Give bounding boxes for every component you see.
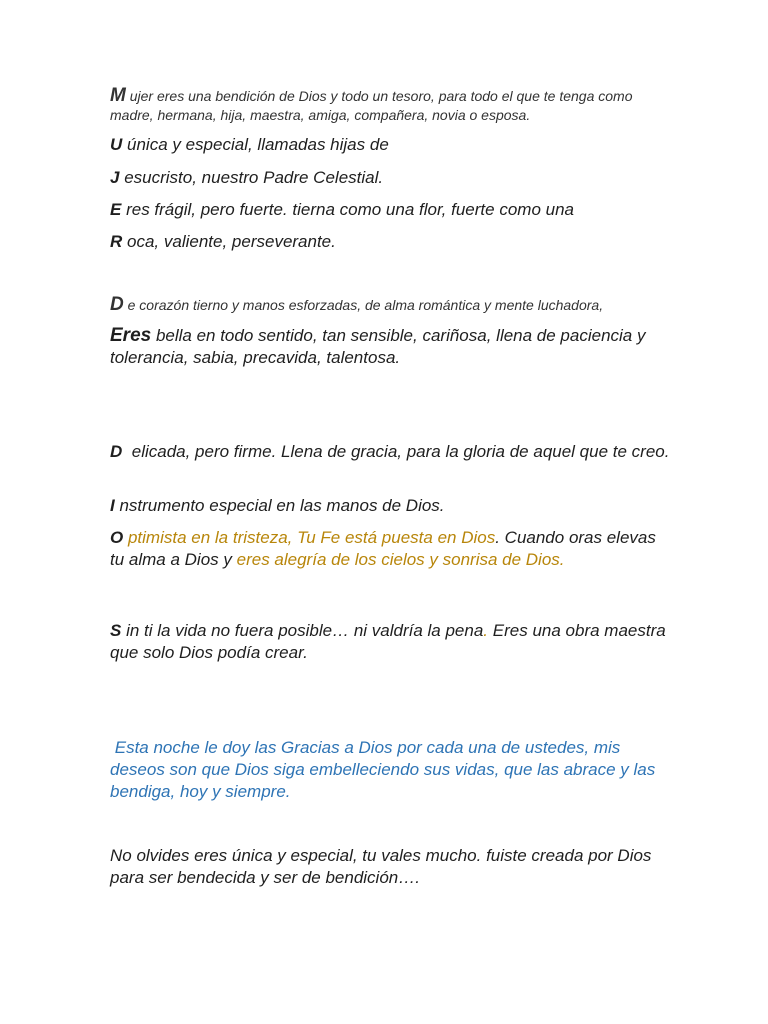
paragraph-instrumento (110, 495, 670, 517)
paragraph-unica (110, 134, 670, 156)
closing-text: No olvides eres única y especial, tu vales mucho. fuiste creada por Dios para ser bendecida y ser de bendición…. (110, 846, 652, 887)
initial-letter-d: D (110, 294, 124, 315)
initial-letter-s: S (110, 621, 122, 640)
paragraph-delicada (110, 441, 670, 463)
paragraph-text: esucristo, nuestro Padre Celestial. (124, 168, 384, 187)
initial-letter-r: R (110, 232, 123, 251)
initial-letter-o: O (110, 528, 124, 547)
paragraph-text: res frágil, pero fuerte. tierna como una flor, fuerte como una (126, 200, 574, 219)
paragraph-eres-fragil (110, 199, 670, 221)
paragraph-text: única y especial, llamadas hijas de (127, 135, 389, 154)
paragraph-sin-ti (110, 620, 670, 664)
paragraph-text: Eres una obra maestra que solo Dios podía crear. (110, 621, 666, 662)
paragraph-jesucristo (110, 167, 670, 189)
paragraph-roca (110, 231, 670, 253)
paragraph-text: e corazón tierno y manos esforzadas, de alma romántica y mente luchadora, (127, 297, 604, 313)
initial-letter-m: M (110, 85, 126, 106)
paragraph-text: oca, valiente, perseverante. (127, 232, 336, 251)
initial-letter-d: D (110, 442, 123, 461)
paragraph-text: bella en todo sentido, tan sensible, cariñosa, llena de paciencia y tolerancia, sabia, precavida, talentosa. (110, 326, 646, 367)
initial-letter-j: J (110, 168, 120, 187)
paragraph-text: elicada, pero firme. Llena de gracia, para la gloria de aquel que te creo. (131, 442, 670, 461)
initial-letter-u: U (110, 135, 123, 154)
paragraph-eres-bella (110, 325, 670, 369)
initial-letter-i: I (110, 496, 115, 515)
closing-paragraph (110, 845, 670, 889)
blessing-text: Esta noche le doy las Gracias a Dios por cada una de ustedes, mis deseos son que Dios siga embelleciendo sus vidas, que las abrace y las bendiga, hoy y siempre. (110, 738, 656, 801)
highlighted-text: . (483, 621, 489, 640)
paragraph-text: . Cuando oras elevas tu alma a Dios y (110, 528, 656, 569)
initial-letter-e: E (110, 200, 122, 219)
paragraph-de-corazon (110, 295, 670, 315)
paragraph-text: nstrumento especial en las manos de Dios. (119, 496, 445, 515)
paragraph-text: ujer eres una bendición de Dios y todo un tesoro, para todo el que te tenga como madre, hermana, hija, maestra, amiga, compañera, novia o esposa. (110, 88, 633, 123)
paragraph-text: in ti la vida no fuera posible… ni valdría la pena (126, 621, 484, 640)
highlighted-text: eres alegría de los cielos y sonrisa de Dios. (236, 550, 565, 569)
blessing-paragraph (110, 737, 670, 803)
paragraph-mujer (110, 86, 670, 125)
initial-word-eres: Eres (110, 325, 152, 346)
paragraph-optimista (110, 527, 670, 571)
highlighted-text: ptimista en la tristeza, Tu Fe está puesta en Dios (127, 528, 496, 547)
